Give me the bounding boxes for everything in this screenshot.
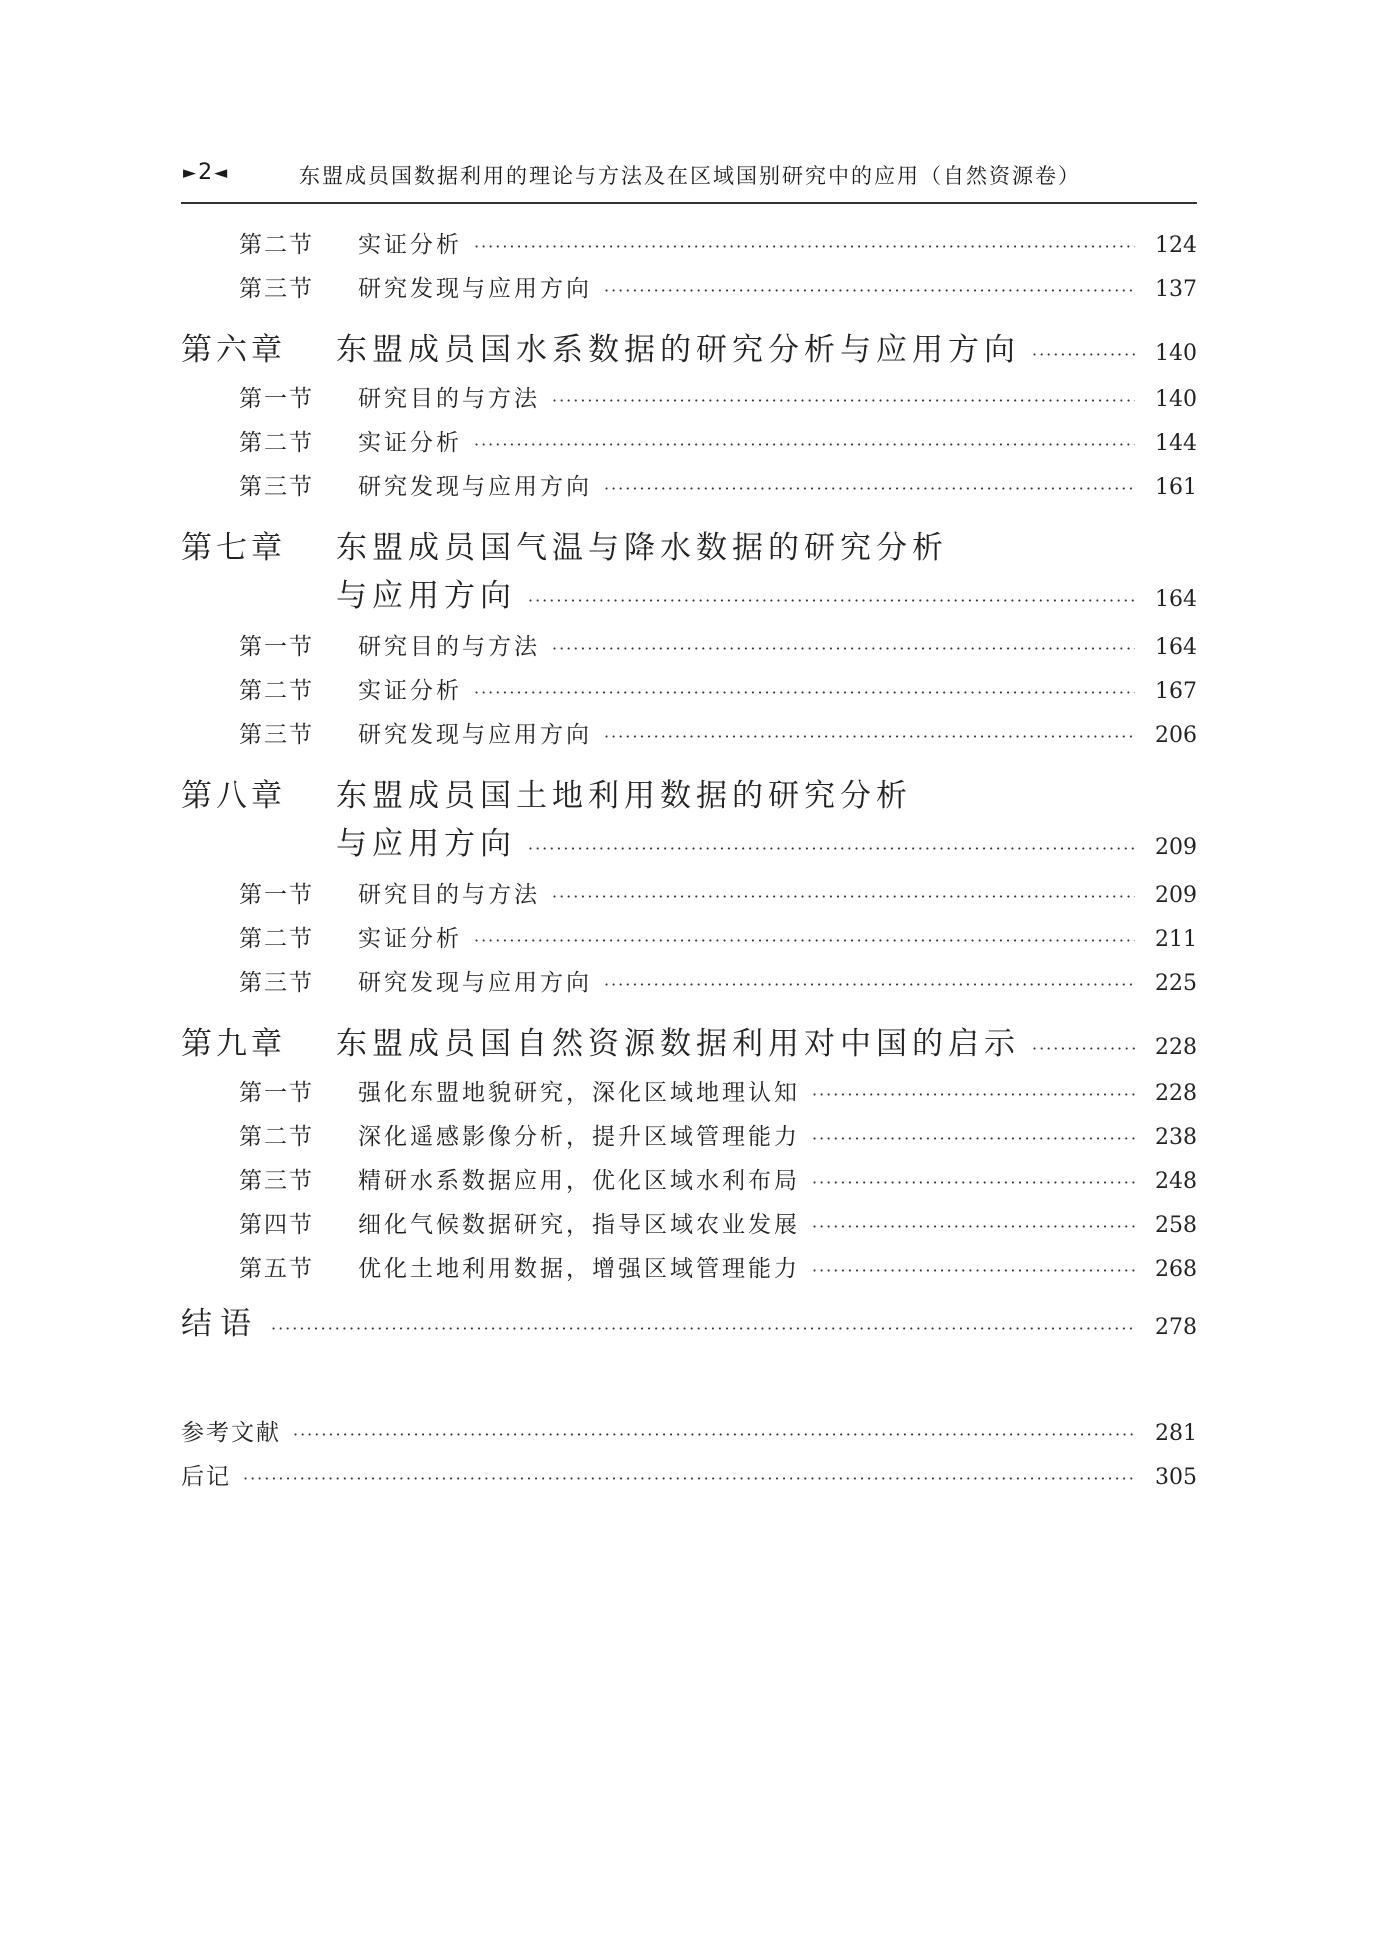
section-title: 强化东盟地貌研究，深化区域地理认知	[358, 1080, 800, 1106]
chapter-page: 228	[1155, 1035, 1197, 1060]
dot-leader	[528, 591, 1135, 610]
chapter-title: 东盟成员国自然资源数据利用对中国的启示	[336, 1026, 1020, 1062]
toc-section-ch5-2[interactable]	[181, 226, 1197, 270]
dot-leader	[1032, 345, 1135, 364]
toc-afterword[interactable]	[181, 1458, 1197, 1502]
afterword-title: 后记	[181, 1464, 231, 1490]
dot-leader	[552, 391, 1135, 410]
toc-section-ch8-2[interactable]	[181, 920, 1197, 964]
toc-chapter-6[interactable]	[181, 324, 1197, 380]
section-label: 第三节	[239, 474, 314, 500]
section-title: 深化遥感影像分析，提升区域管理能力	[358, 1124, 800, 1150]
dot-leader	[604, 975, 1135, 994]
chapter-title-line2: 与应用方向	[336, 578, 516, 614]
section-label: 第三节	[239, 276, 314, 302]
conclusion-title: 结语	[181, 1306, 259, 1342]
section-title: 精研水系数据应用，优化区域水利布局	[358, 1168, 800, 1194]
toc-section-ch9-3[interactable]	[181, 1162, 1197, 1206]
chapter-label: 第六章	[181, 332, 286, 368]
section-page: 225	[1155, 971, 1197, 996]
toc-section-ch7-3[interactable]	[181, 716, 1197, 760]
section-title: 研究发现与应用方向	[358, 722, 592, 748]
dot-leader	[552, 887, 1135, 906]
chapter-title-line2: 与应用方向	[336, 826, 516, 862]
toc-conclusion[interactable]	[181, 1298, 1197, 1362]
section-page: 228	[1155, 1081, 1197, 1106]
toc-chapter-9[interactable]	[181, 1018, 1197, 1074]
section-page: 167	[1155, 679, 1197, 704]
dot-leader	[604, 727, 1135, 746]
toc-section-ch9-4[interactable]	[181, 1206, 1197, 1250]
section-label: 第四节	[239, 1212, 314, 1238]
dot-leader	[243, 1469, 1135, 1488]
section-title: 研究发现与应用方向	[358, 276, 592, 302]
chapter-page: 209	[1155, 835, 1197, 860]
toc-chapter-8-line2[interactable]	[181, 818, 1197, 876]
afterword-page: 305	[1155, 1465, 1197, 1490]
table-of-contents	[181, 226, 1197, 1502]
section-title: 实证分析	[358, 678, 462, 704]
running-header	[181, 158, 1197, 204]
section-title: 优化土地利用数据，增强区域管理能力	[358, 1256, 800, 1282]
chapter-label: 第七章	[181, 530, 286, 566]
section-page: 206	[1155, 723, 1197, 748]
dot-leader	[812, 1261, 1135, 1280]
section-title: 研究目的与方法	[358, 882, 540, 908]
toc-section-ch8-3[interactable]	[181, 964, 1197, 1008]
section-label: 第三节	[239, 970, 314, 996]
section-label: 第一节	[239, 882, 314, 908]
toc-references[interactable]	[181, 1414, 1197, 1458]
right-triangle-icon: ►	[183, 163, 197, 183]
toc-section-ch9-5[interactable]	[181, 1250, 1197, 1294]
section-label: 第三节	[239, 722, 314, 748]
chapter-label: 第九章	[181, 1026, 286, 1062]
left-triangle-icon: ◄	[214, 163, 228, 183]
dot-leader	[293, 1425, 1135, 1444]
dot-leader	[604, 281, 1135, 300]
section-page: 238	[1155, 1125, 1197, 1150]
section-label: 第二节	[239, 1124, 314, 1150]
chapter-title-line1: 东盟成员国土地利用数据的研究分析	[336, 778, 912, 814]
section-title: 研究发现与应用方向	[358, 474, 592, 500]
section-page: 144	[1155, 431, 1197, 456]
toc-chapter-7-line2[interactable]	[181, 570, 1197, 628]
dot-leader	[552, 639, 1135, 658]
section-page: 161	[1155, 475, 1197, 500]
section-page: 258	[1155, 1213, 1197, 1238]
dot-leader	[812, 1129, 1135, 1148]
section-label: 第二节	[239, 232, 314, 258]
toc-section-ch9-1[interactable]	[181, 1074, 1197, 1118]
toc-section-ch7-1[interactable]	[181, 628, 1197, 672]
toc-section-ch6-1[interactable]	[181, 380, 1197, 424]
dot-leader	[474, 435, 1135, 454]
section-title: 研究目的与方法	[358, 386, 540, 412]
toc-section-ch6-2[interactable]	[181, 424, 1197, 468]
toc-section-ch5-3[interactable]	[181, 270, 1197, 314]
toc-section-ch8-1[interactable]	[181, 876, 1197, 920]
section-page: 164	[1155, 635, 1197, 660]
dot-leader	[604, 479, 1135, 498]
dot-leader	[474, 683, 1135, 702]
page-number-value: 2	[198, 160, 213, 185]
chapter-title: 东盟成员国水系数据的研究分析与应用方向	[336, 332, 1020, 368]
toc-chapter-7-line1[interactable]	[181, 522, 1197, 570]
toc-section-ch6-3[interactable]	[181, 468, 1197, 512]
section-title: 实证分析	[358, 232, 462, 258]
section-label: 第一节	[239, 634, 314, 660]
chapter-page: 140	[1155, 341, 1197, 366]
dot-leader	[474, 237, 1135, 256]
section-page: 211	[1155, 927, 1197, 952]
section-label: 第二节	[239, 926, 314, 952]
section-label: 第一节	[239, 1080, 314, 1106]
chapter-label: 第八章	[181, 778, 286, 814]
toc-chapter-8-line1[interactable]	[181, 770, 1197, 818]
dot-leader	[474, 931, 1135, 950]
section-title: 研究目的与方法	[358, 634, 540, 660]
references-title: 参考文献	[181, 1420, 281, 1446]
section-page: 268	[1155, 1257, 1197, 1282]
section-label: 第三节	[239, 1168, 314, 1194]
section-page: 137	[1155, 277, 1197, 302]
references-page: 281	[1155, 1421, 1197, 1446]
section-page: 140	[1155, 387, 1197, 412]
section-title: 实证分析	[358, 926, 462, 952]
book-title: 东盟成员国数据利用的理论与方法及在区域国别研究中的应用（自然资源卷）	[299, 164, 1081, 188]
section-label: 第二节	[239, 430, 314, 456]
toc-section-ch9-2[interactable]	[181, 1118, 1197, 1162]
dot-leader	[1032, 1039, 1135, 1058]
section-label: 第五节	[239, 1256, 314, 1282]
chapter-page: 164	[1155, 587, 1197, 612]
section-title: 研究发现与应用方向	[358, 970, 592, 996]
section-page: 209	[1155, 883, 1197, 908]
toc-section-ch7-2[interactable]	[181, 672, 1197, 716]
page-number	[183, 160, 227, 185]
dot-leader	[812, 1217, 1135, 1236]
section-page: 124	[1155, 233, 1197, 258]
dot-leader	[812, 1085, 1135, 1104]
section-title: 实证分析	[358, 430, 462, 456]
conclusion-page: 278	[1155, 1315, 1197, 1340]
section-label: 第一节	[239, 386, 314, 412]
dot-leader	[271, 1319, 1135, 1338]
section-page: 248	[1155, 1169, 1197, 1194]
section-label: 第二节	[239, 678, 314, 704]
dot-leader	[812, 1173, 1135, 1192]
chapter-title-line1: 东盟成员国气温与降水数据的研究分析	[336, 530, 948, 566]
section-title: 细化气候数据研究，指导区域农业发展	[358, 1212, 800, 1238]
dot-leader	[528, 839, 1135, 858]
